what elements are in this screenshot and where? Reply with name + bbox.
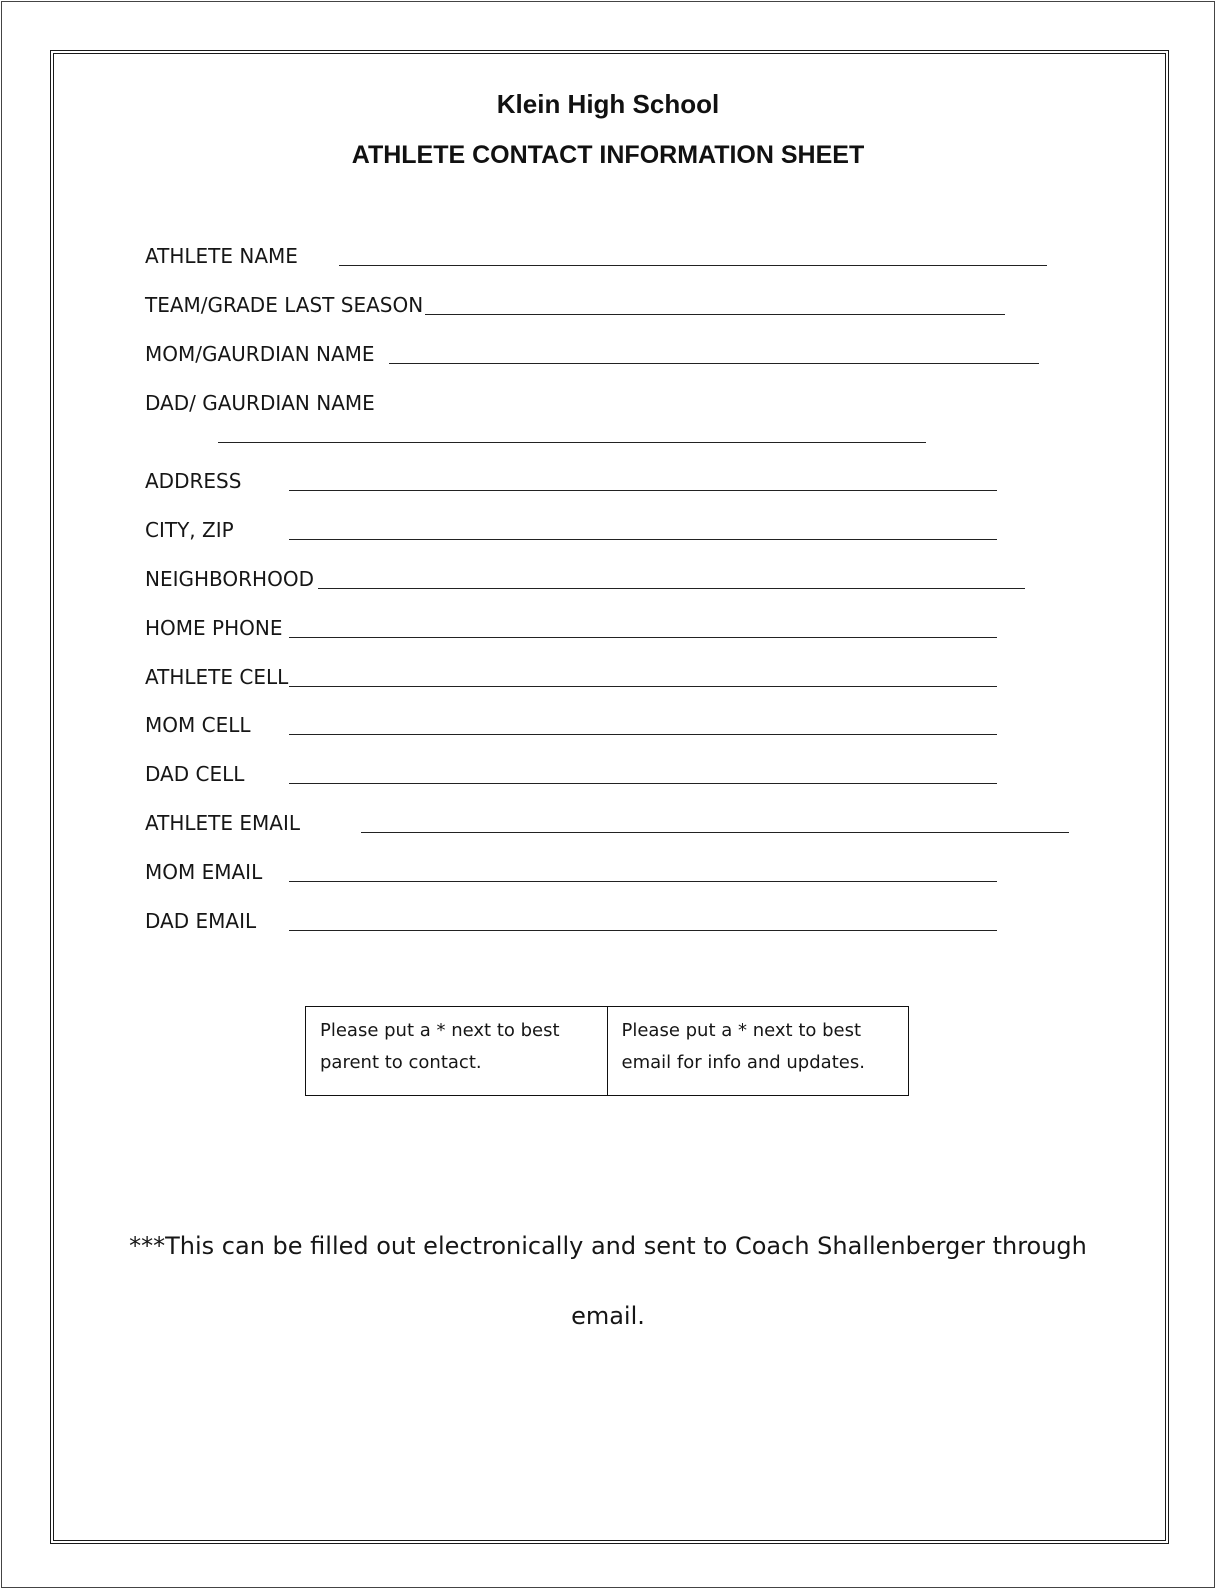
mom-email-label: MOM EMAIL bbox=[145, 860, 263, 884]
athlete-email-line[interactable] bbox=[361, 832, 1069, 833]
home-phone-line[interactable] bbox=[289, 637, 997, 638]
dad-email-line[interactable] bbox=[289, 930, 997, 931]
mom-email-line[interactable] bbox=[289, 881, 997, 882]
home-phone-label: HOME PHONE bbox=[145, 616, 283, 640]
team-grade-label: TEAM/GRADE LAST SEASON bbox=[145, 293, 424, 317]
footer-instruction-continued: email. bbox=[571, 1302, 645, 1330]
school-name: Klein High School bbox=[496, 89, 720, 119]
city-zip-line[interactable] bbox=[289, 539, 997, 540]
athlete-email-label: ATHLETE EMAIL bbox=[145, 811, 300, 835]
sheet-title: ATHLETE CONTACT INFORMATION SHEET bbox=[351, 141, 865, 169]
notes-table bbox=[305, 1006, 909, 1096]
address-line[interactable] bbox=[289, 490, 997, 491]
neighborhood-line[interactable] bbox=[318, 588, 1025, 589]
dad-cell-line[interactable] bbox=[289, 783, 997, 784]
mom-guardian-name-line[interactable] bbox=[389, 363, 1039, 364]
parent-contact-note: Please put a * next to best parent to contact. bbox=[320, 1020, 560, 1073]
dad-guardian-name-line[interactable] bbox=[218, 442, 926, 443]
mom-cell-label: MOM CELL bbox=[145, 713, 251, 737]
athlete-cell-line[interactable] bbox=[289, 686, 997, 687]
athlete-name-line[interactable] bbox=[339, 265, 1047, 266]
email-contact-note: Please put a * next to best email for info and updates. bbox=[607, 1007, 909, 1095]
dad-email-label: DAD EMAIL bbox=[145, 909, 257, 933]
footer-instruction: ***This can be filled out electronically and sent to Coach Shallenberger through bbox=[129, 1232, 1087, 1260]
address-label: ADDRESS bbox=[145, 469, 242, 493]
city-zip-label: CITY, ZIP bbox=[145, 518, 234, 542]
neighborhood-label: NEIGHBORHOOD bbox=[145, 567, 314, 591]
dad-cell-label: DAD CELL bbox=[145, 762, 245, 786]
dad-guardian-name-label: DAD/ GAURDIAN NAME bbox=[145, 391, 375, 415]
team-grade-line[interactable] bbox=[425, 314, 1005, 315]
mom-guardian-name-label: MOM/GAURDIAN NAME bbox=[145, 342, 375, 366]
mom-cell-line[interactable] bbox=[289, 734, 997, 735]
athlete-name-label: ATHLETE NAME bbox=[145, 244, 298, 268]
athlete-cell-label: ATHLETE CELL bbox=[145, 665, 289, 689]
